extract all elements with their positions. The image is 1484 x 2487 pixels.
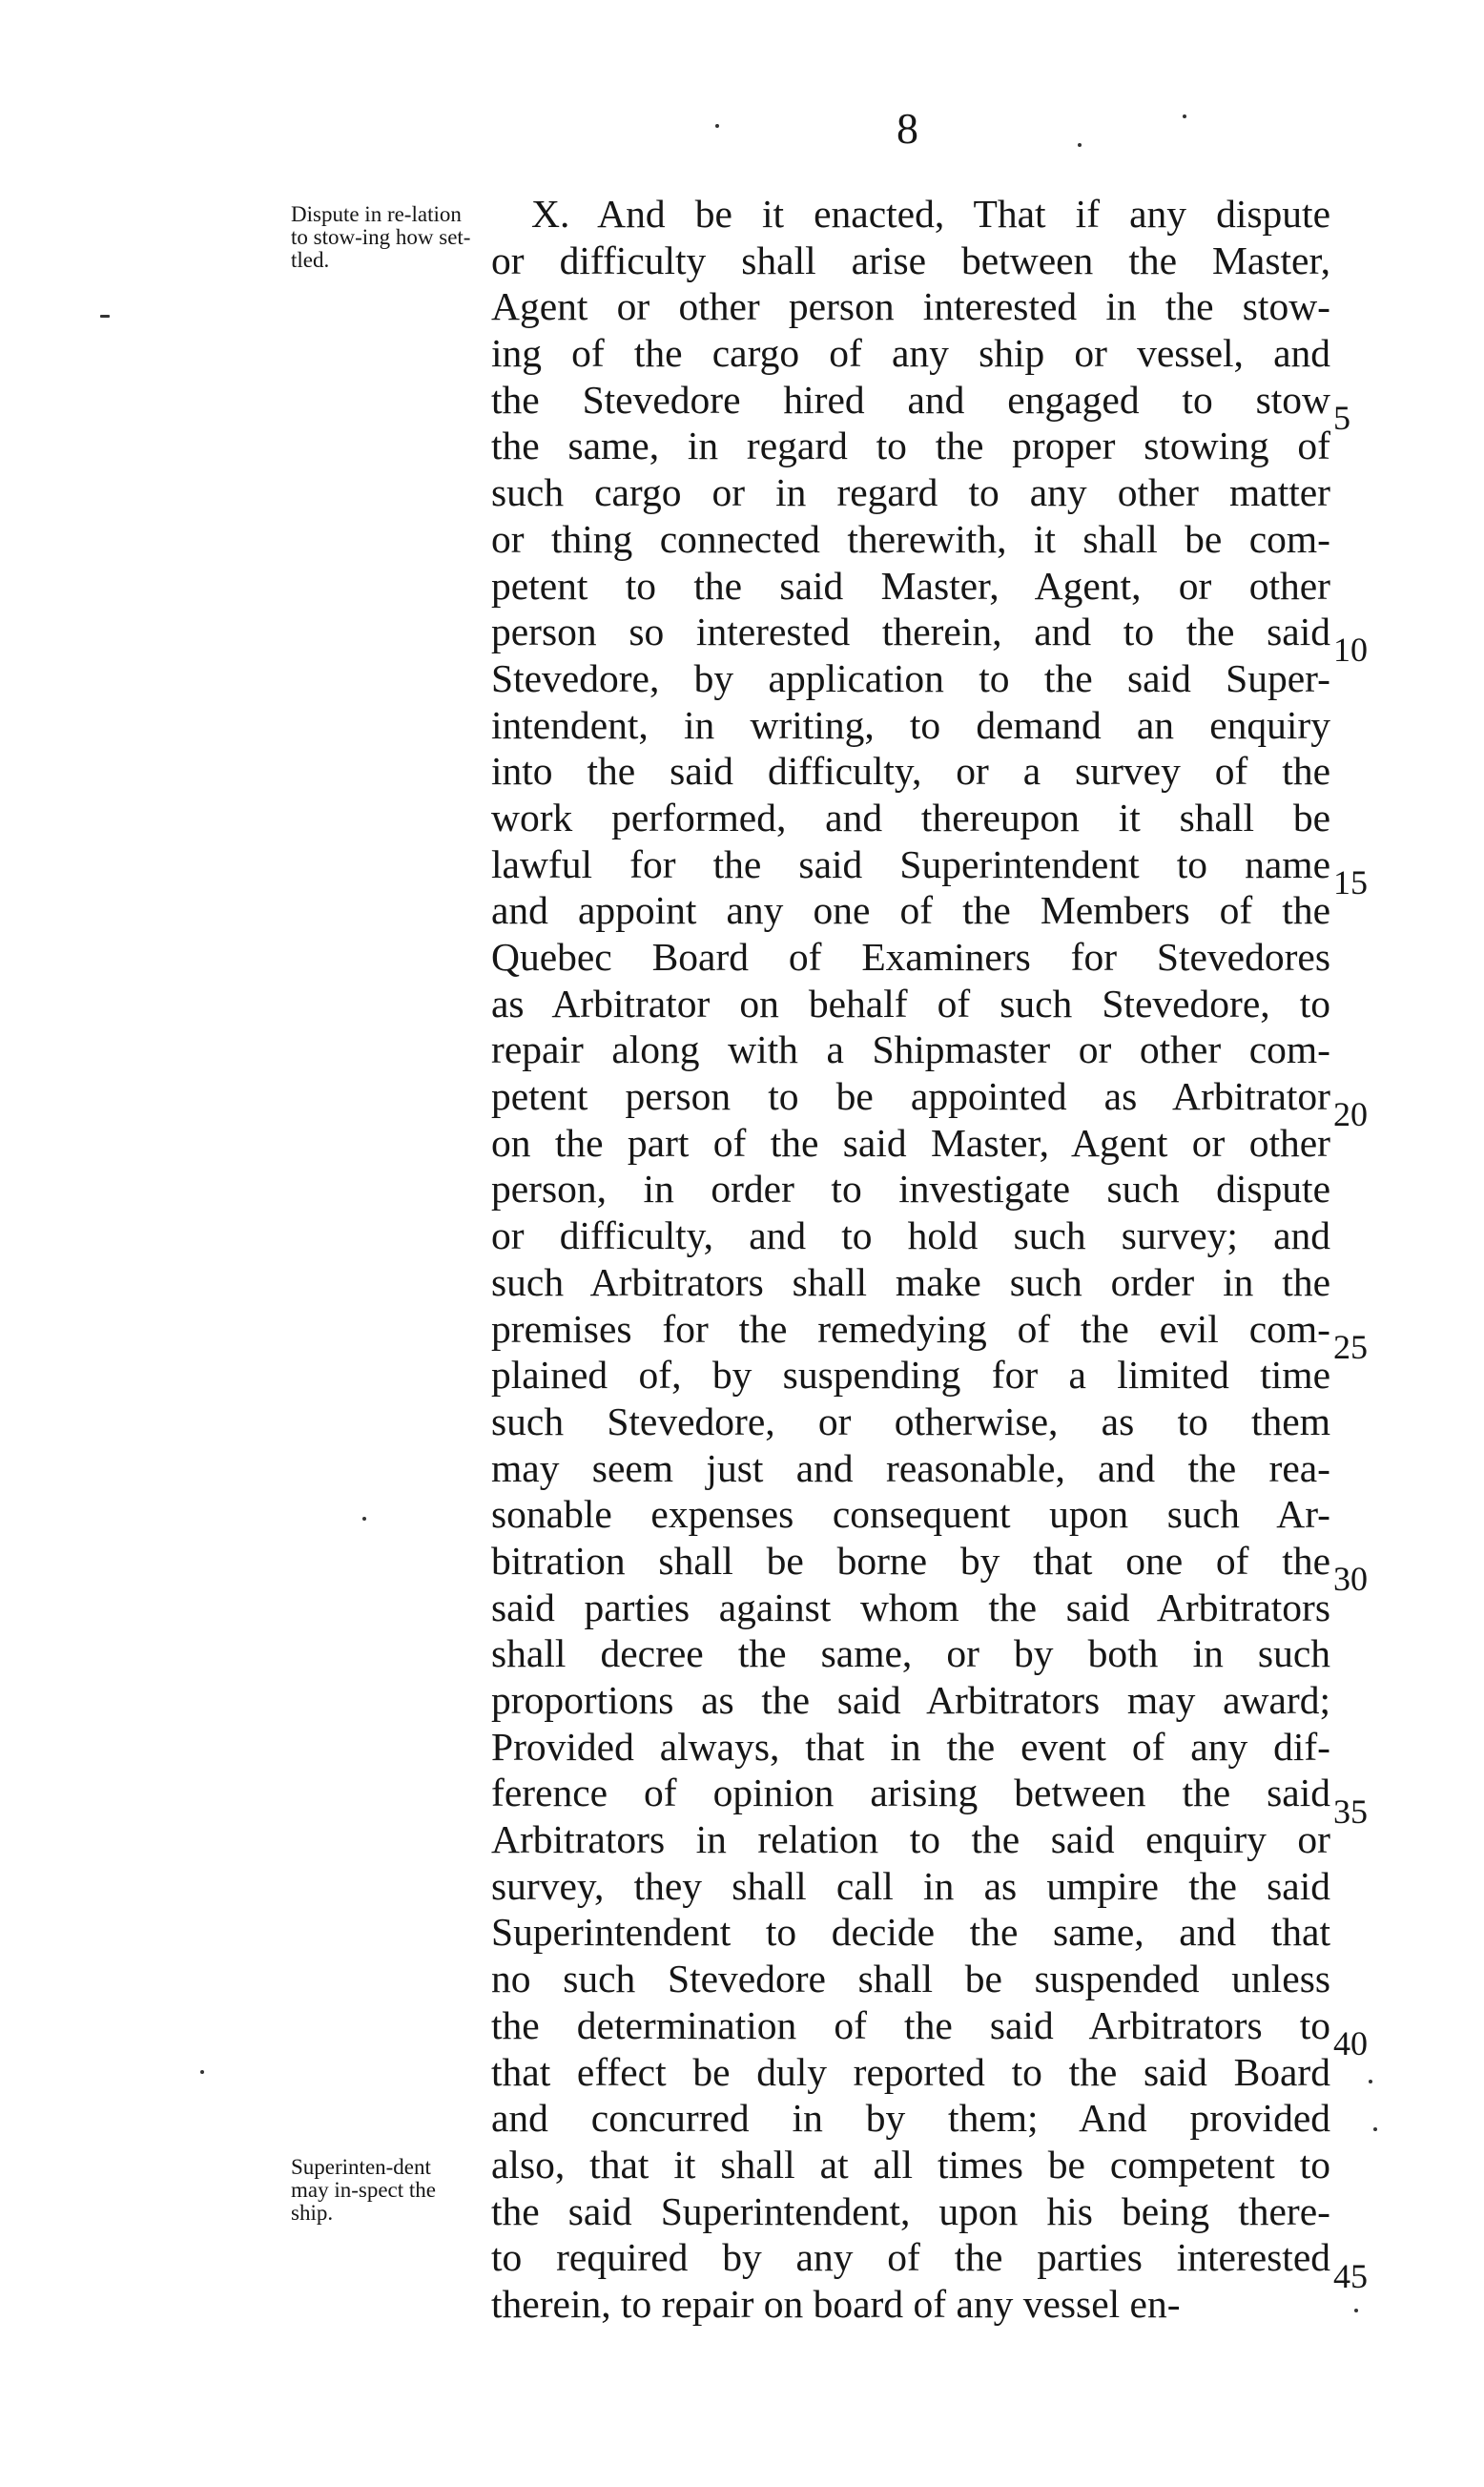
- text-line-content: X. And be it enacted, That if any dispute: [531, 192, 1330, 236]
- text-line-content: shall decree the same, or by both in such: [491, 1631, 1330, 1676]
- line-number: 40: [1333, 2024, 1368, 2062]
- text-line: [491, 981, 1330, 1027]
- text-line-content: such Arbitrators shall make such order in the: [491, 1259, 1330, 1304]
- line-number: 45: [1333, 2257, 1368, 2295]
- text-line: [491, 1026, 1330, 1073]
- text-line-content: repair along with a Shipmaster or other com-: [491, 1027, 1330, 1072]
- text-line: [491, 1352, 1330, 1399]
- text-line: [491, 377, 1330, 424]
- text-line: [491, 795, 1330, 841]
- text-line: [491, 1491, 1330, 1538]
- text-line: [491, 887, 1330, 934]
- print-speck: [1078, 143, 1082, 147]
- text-line-content: or difficulty, and to hold such survey; and: [491, 1213, 1330, 1258]
- text-line-content: or difficulty shall arise between the Master,: [491, 238, 1330, 282]
- text-line: [491, 1306, 1330, 1353]
- text-line-content: no such Stevedore shall be suspended unless: [491, 1957, 1330, 2001]
- text-line-content: on the part of the said Master, Agent or other: [491, 1120, 1330, 1165]
- text-line-content: Agent or other person interested in the stow-: [491, 284, 1330, 329]
- text-line: [491, 2095, 1330, 2142]
- text-line-content: proportions as the said Arbitrators may award;: [491, 1678, 1330, 1722]
- text-line-content: petent person to be appointed as Arbitrator: [491, 1074, 1330, 1119]
- text-line: [491, 1399, 1330, 1445]
- text-line-content: Stevedore, by application to the said Super-: [491, 655, 1330, 700]
- print-speck: [100, 315, 110, 318]
- text-line: [491, 1677, 1330, 1724]
- text-line-content: Superintendent to decide the same, and that: [491, 1910, 1330, 1955]
- text-line-content: intendent, in writing, to demand an enquiry: [491, 702, 1330, 747]
- print-speck: [200, 2070, 204, 2074]
- page-number: 8: [897, 104, 918, 153]
- text-line: [491, 1724, 1330, 1771]
- body-text: [491, 191, 1330, 2328]
- line-number: 30: [1333, 1560, 1368, 1598]
- text-line-content: to required by any of the parties interested: [491, 2235, 1330, 2280]
- print-speck: [715, 124, 719, 128]
- text-line-content: said parties against whom the said Arbitrators: [491, 1585, 1330, 1629]
- text-line: [491, 748, 1330, 795]
- text-line-content: the determination of the said Arbitrators to: [491, 2002, 1330, 2047]
- text-line: [491, 330, 1330, 377]
- text-line-content: such cargo or in regard to any other matter: [491, 470, 1330, 515]
- text-line-content: bitration shall be borne by that one of the: [491, 1538, 1330, 1583]
- text-line-content: premises for the remedying of the evil com-: [491, 1306, 1330, 1351]
- text-line-content: sonable expenses consequent upon such Ar-: [491, 1492, 1330, 1537]
- text-line: [491, 934, 1330, 981]
- margin-note-superintendent: Superinten-dent may in-spect the ship.: [291, 2155, 437, 2225]
- text-line-content: person, in order to investigate such dispute: [491, 1167, 1330, 1212]
- text-line: [491, 1166, 1330, 1212]
- text-line-content: Quebec Board of Examiners for Stevedores: [491, 935, 1330, 979]
- text-line-content: Provided always, that in the event of any dif-: [491, 1724, 1330, 1769]
- text-line: [491, 1259, 1330, 1306]
- text-line-content: ference of opinion arising between the said: [491, 1771, 1330, 1815]
- line-number: 15: [1333, 863, 1368, 902]
- text-line: [491, 563, 1330, 610]
- text-line: [491, 2281, 1330, 2328]
- print-speck: [1354, 2309, 1358, 2312]
- text-line: [491, 2188, 1330, 2235]
- text-line: [491, 1816, 1330, 1863]
- line-number: 20: [1333, 1095, 1368, 1133]
- line-number: 10: [1333, 631, 1368, 669]
- text-line: [491, 655, 1330, 702]
- text-line-content: lawful for the said Superintendent to name: [491, 841, 1330, 886]
- text-line: [491, 702, 1330, 749]
- line-number: 25: [1333, 1328, 1368, 1366]
- text-line-content: survey, they shall call in as umpire the said: [491, 1863, 1330, 1908]
- print-speck: [1183, 114, 1186, 118]
- text-line-content: also, that it shall at all times be competent to: [491, 2142, 1330, 2186]
- text-line-content: into the said difficulty, or a survey of the: [491, 749, 1330, 794]
- print-speck: [1369, 2080, 1372, 2083]
- text-line-content: as Arbitrator on behalf of such Stevedore, to: [491, 981, 1330, 1026]
- text-line-content: that effect be duly reported to the said Board: [491, 2049, 1330, 2094]
- text-line-content: or thing connected therewith, it shall be com-: [491, 516, 1330, 561]
- text-line-content: and concurred in by them; And provided: [491, 2096, 1330, 2141]
- text-line-content: and appoint any one of the Members of the: [491, 888, 1330, 933]
- text-line: [491, 609, 1330, 655]
- text-line-content: such Stevedore, or otherwise, as to them: [491, 1399, 1330, 1443]
- text-line: [491, 841, 1330, 888]
- text-line-content: person so interested therein, and to the said: [491, 610, 1330, 654]
- text-line: [491, 1956, 1330, 2002]
- text-line-content: may seem just and reasonable, and the rea-: [491, 1445, 1330, 1490]
- text-line: [491, 1212, 1330, 1259]
- text-line: [491, 2234, 1330, 2281]
- text-line: [491, 283, 1330, 330]
- text-line: [491, 1073, 1330, 1120]
- text-line-content: the Stevedore hired and engaged to stow: [491, 377, 1330, 422]
- text-line-content: therein, to repair on board of any vessel en-: [491, 2281, 1181, 2326]
- text-line: [491, 1445, 1330, 1492]
- text-line-content: plained of, by suspending for a limited time: [491, 1353, 1330, 1398]
- line-number: 5: [1333, 399, 1350, 437]
- text-line: [491, 2002, 1330, 2049]
- text-line-content: the said Superintendent, upon his being there-: [491, 2188, 1330, 2233]
- text-line: [491, 1630, 1330, 1677]
- text-line: [491, 238, 1330, 284]
- text-line: [491, 516, 1330, 563]
- text-line: [491, 1585, 1330, 1631]
- text-line-content: Arbitrators in relation to the said enquiry or: [491, 1817, 1330, 1862]
- text-line: [491, 469, 1330, 516]
- print-speck: [362, 1517, 366, 1521]
- text-line: [491, 1909, 1330, 1956]
- text-line: [491, 1863, 1330, 1910]
- text-line-content: work performed, and thereupon it shall be: [491, 795, 1330, 839]
- line-number: 35: [1333, 1793, 1368, 1831]
- text-line: [491, 2142, 1330, 2188]
- text-line-content: petent to the said Master, Agent, or other: [491, 563, 1330, 608]
- text-line: [491, 423, 1330, 469]
- text-line: [491, 1770, 1330, 1816]
- margin-note-dispute: Dispute in re-lation to stow-ing how set-tled.: [291, 202, 471, 272]
- print-speck: [1373, 2127, 1377, 2131]
- text-line: [491, 2049, 1330, 2096]
- text-line: [491, 1538, 1330, 1585]
- text-line-content: ing of the cargo of any ship or vessel, and: [491, 331, 1330, 376]
- text-line: [491, 191, 1330, 238]
- text-line: [491, 1120, 1330, 1167]
- text-line-content: the same, in regard to the proper stowing of: [491, 424, 1330, 468]
